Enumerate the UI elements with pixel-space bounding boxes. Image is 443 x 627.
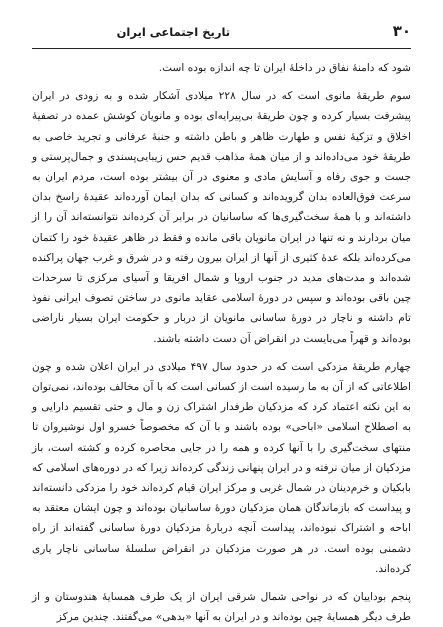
header-rule	[32, 48, 411, 49]
page-number: ۳۰	[392, 22, 411, 40]
page-header	[32, 22, 411, 44]
paragraph: چهارم طریقهٔ مزدکی است که در حدود سال ۴۹۷ میلادی در ایران اعلان شده و چون اطلاعاتی که از آن به ما رسیده است از کسانی است که با آن مخالف بوده‌اند، نمی‌توان به این نکته اعتماد کرد که مزدکیان طرفدار اشتراک زن و مال و حتی تقسیم دارایی و به اصطلاح اسلامی «اباحی» بوده باشند و با آن که مخصوصاً خسرو اول نوشیروان تا منتهای سخت‌گیری را با آنها کرده و همه را در جایی محاصره کرده و کشته است، باز مزدکیان از میان نرفته و در ایران پنهانی زندگی کرده‌اند زیرا که در دوره‌های اسلامی که بابکیان و خرم‌دینان در شمال غربی و مرکز ایران قیام کرده‌اند خود را مزدکی دانسته‌اند و پیداست که بازماندگان همان مزدکیان دورهٔ ساسانیان بوده‌اند و چون ایشان معتقد به اباحه و اشتراک نبوده‌اند، پیداست آنچه دربارهٔ مزدکیان دورهٔ ساسانی گفته‌اند از راه دشمنی بوده است. در هر صورت مزدکیان در انقراض سلسلهٔ ساسانی ناچار یاری کرده‌اند.	[32, 360, 411, 575]
running-title: تاریخ اجتماعی ایران	[116, 25, 231, 39]
paragraph: پنجم بوداییان که در نواحی شمال شرقی ایران از یک طرف همسایهٔ هندوستان و از طرف دیگر همسایهٔ چین بوده‌اند و در ایران به آنها «بدهی» می‌گفتند. چندین مرکز	[32, 591, 411, 624]
paragraph: شود که دامنهٔ نفاق در داخلهٔ ایران تا چه اندازه بوده است.	[158, 62, 411, 74]
paragraph: سوم طریقهٔ مانوی است که در سال ۲۲۸ میلادی آشکار شده و به زودی در ایران پیشرفت بسیار کرده و چون طریقهٔ بی‌پیرایه‌ای بوده و مانویان کوشش عمده در تصفیهٔ اخلاق و تزکیهٔ نفس و طهارت ظاهر و باطن داشته و جنبهٔ عرفانی و تجرید خاصی به طریقهٔ خود می‌داده‌اند و از میان همهٔ مذاهب قدیم حس زیبایی‌پسندی و جمال‌پرستی و جست و جوی رفاه و آسایش مادی و معنوی در آن بیشتر بوده است، مردم ایران به سرعت فوق‌العاده بدان گرویده‌اند و کسانی که بدان ایمان آورده‌اند عقیدهٔ راسخ بدان داشته‌اند و با همهٔ سخت‌گیری‌ها که ساسانیان در برابر آن کرده‌اند نتوانسته‌اند آن را از میان بردارند و نه تنها در ایران مانویان باقی مانده و فقط در ظاهر عقیدهٔ خود را کتمان می‌کرده‌اند بلکه عدهٔ کثیری از آنها از ایران بیرون رفته و در شرق و غرب جهان پراکنده شده‌اند و مدت‌های مدید در جنوب اروپا و شمال افریقا و آسیای مرکزی تا سرحدات چین باقی بوده‌اند و سپس در دورهٔ اسلامی عقاید مانوی در ساختن تصوف ایرانی نفوذ تام داشته و ناچار در دورهٔ ساسانی مانویان از دربار و حکومت ایران بسیار ناراضی بوده‌اند و قهراً می‌بایست در انقراض آن دست داشته باشند.	[32, 90, 411, 345]
page-body	[32, 58, 411, 627]
